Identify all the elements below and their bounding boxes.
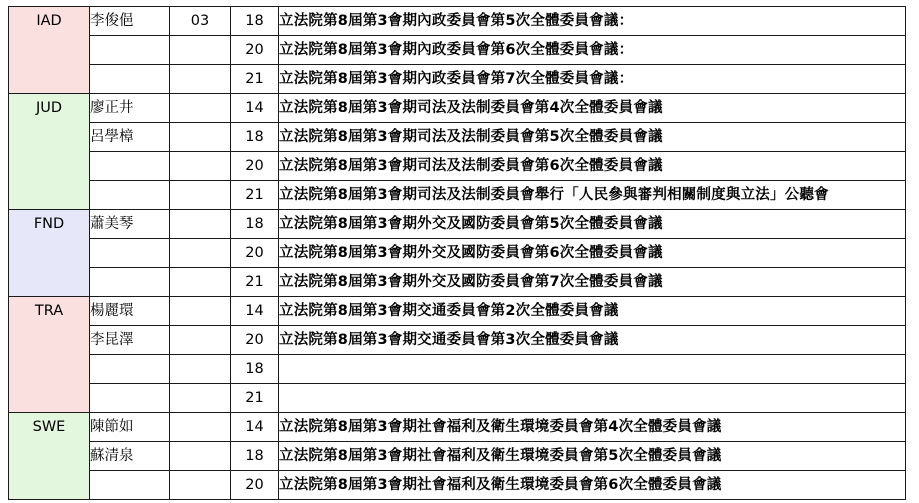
month-cell (170, 65, 231, 94)
month-cell (170, 152, 231, 181)
member-name (90, 268, 170, 297)
schedule-row (9, 152, 906, 181)
schedule-body (9, 7, 906, 500)
meeting-title: 立法院第8屆第3會期外交及國防委員會第5次全體委員會議 (279, 210, 906, 239)
meeting-title: 立法院第8屆第3會期司法及法制委員會第4次全體委員會議 (279, 94, 906, 123)
meeting-title: 立法院第8屆第3會期外交及國防委員會第7次全體委員會議 (279, 268, 906, 297)
committee-schedule-table (8, 6, 906, 500)
schedule-row (9, 36, 906, 65)
schedule-row (9, 7, 906, 36)
month-cell (170, 471, 231, 500)
day-cell: 18 (231, 210, 279, 239)
meeting-title: 立法院第8屆第3會期社會福利及衛生環境委員會第4次全體委員會議 (279, 413, 906, 442)
member-name (90, 152, 170, 181)
day-cell: 18 (231, 442, 279, 471)
meeting-title: 立法院第8屆第3會期外交及國防委員會第6次全體委員會議 (279, 239, 906, 268)
schedule-row (9, 297, 906, 326)
day-cell: 20 (231, 471, 279, 500)
schedule-row (9, 384, 906, 413)
month-cell (170, 36, 231, 65)
member-name: 蘇清泉 (90, 442, 170, 471)
day-cell: 18 (231, 355, 279, 384)
day-cell: 18 (231, 123, 279, 152)
month-cell (170, 355, 231, 384)
meeting-title: 立法院第8屆第3會期內政委員會第5次全體委員會議： (279, 7, 906, 36)
member-name (90, 239, 170, 268)
schedule-row (9, 94, 906, 123)
day-cell: 20 (231, 326, 279, 355)
day-cell: 14 (231, 297, 279, 326)
schedule-row (9, 268, 906, 297)
meeting-title: 立法院第8屆第3會期交通委員會第3次全體委員會議 (279, 326, 906, 355)
meeting-title: 立法院第8屆第3會期交通委員會第2次全體委員會議 (279, 297, 906, 326)
schedule-row (9, 413, 906, 442)
day-cell: 14 (231, 94, 279, 123)
meeting-title: 立法院第8屆第3會期司法及法制委員會第6次全體委員會議 (279, 152, 906, 181)
day-cell: 21 (231, 65, 279, 94)
meeting-title (279, 384, 906, 413)
schedule-row (9, 442, 906, 471)
member-name: 李昆澤 (90, 326, 170, 355)
committee-code: IAD (9, 7, 90, 94)
meeting-title: 立法院第8屆第3會期社會福利及衛生環境委員會第5次全體委員會議 (279, 442, 906, 471)
schedule-row (9, 326, 906, 355)
month-cell (170, 181, 231, 210)
schedule-row (9, 239, 906, 268)
committee-code: SWE (9, 413, 90, 500)
day-cell: 21 (231, 181, 279, 210)
member-name (90, 384, 170, 413)
member-name: 廖正井 (90, 94, 170, 123)
member-name: 蕭美琴 (90, 210, 170, 239)
member-name (90, 181, 170, 210)
schedule-row (9, 355, 906, 384)
month-cell (170, 326, 231, 355)
meeting-title: 立法院第8屆第3會期社會福利及衛生環境委員會第6次全體委員會議 (279, 471, 906, 500)
day-cell: 20 (231, 239, 279, 268)
month-cell (170, 268, 231, 297)
meeting-title: 立法院第8屆第3會期司法及法制委員會第5次全體委員會議 (279, 123, 906, 152)
member-name (90, 65, 170, 94)
member-name (90, 471, 170, 500)
month-cell (170, 210, 231, 239)
member-name: 陳節如 (90, 413, 170, 442)
day-cell: 20 (231, 36, 279, 65)
schedule-row (9, 210, 906, 239)
month-cell (170, 239, 231, 268)
member-name: 李俊俋 (90, 7, 170, 36)
month-cell (170, 442, 231, 471)
schedule-row (9, 123, 906, 152)
meeting-title: 立法院第8屆第3會期司法及法制委員會舉行「人民參與審判相關制度與立法」公聽會 (279, 181, 906, 210)
month-cell (170, 297, 231, 326)
day-cell: 21 (231, 384, 279, 413)
committee-code: FND (9, 210, 90, 297)
month-cell: 03 (170, 7, 231, 36)
day-cell: 21 (231, 268, 279, 297)
meeting-title (279, 355, 906, 384)
schedule-row (9, 65, 906, 94)
schedule-row (9, 471, 906, 500)
meeting-title: 立法院第8屆第3會期內政委員會第6次全體委員會議： (279, 36, 906, 65)
committee-code: JUD (9, 94, 90, 210)
month-cell (170, 123, 231, 152)
month-cell (170, 413, 231, 442)
day-cell: 18 (231, 7, 279, 36)
schedule-row (9, 181, 906, 210)
month-cell (170, 94, 231, 123)
day-cell: 20 (231, 152, 279, 181)
meeting-title: 立法院第8屆第3會期內政委員會第7次全體委員會議： (279, 65, 906, 94)
member-name: 楊麗環 (90, 297, 170, 326)
committee-code: TRA (9, 297, 90, 413)
member-name (90, 355, 170, 384)
day-cell: 14 (231, 413, 279, 442)
member-name: 呂學樟 (90, 123, 170, 152)
member-name (90, 36, 170, 65)
month-cell (170, 384, 231, 413)
